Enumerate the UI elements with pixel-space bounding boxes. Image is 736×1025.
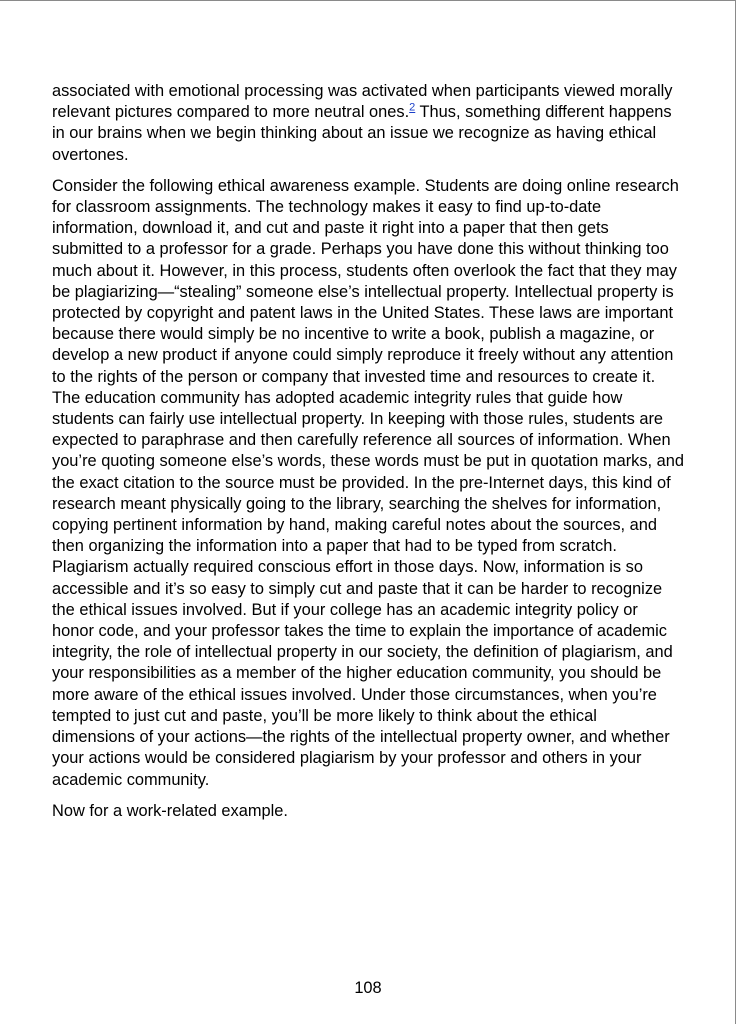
paragraph-text-after-ref: Thus, something different happens in our brains when we begin thinking about an issue we recognize as having ethical overtones. <box>52 103 672 164</box>
page-body <box>52 81 684 832</box>
paragraph-work-related-example: Now for a work-related example. <box>52 801 288 820</box>
page-number: 108 <box>354 979 382 997</box>
paragraph-ethical-awareness-example: Consider the following ethical awareness example. Students are doing online research for classroom assignments. The technology makes it easy to find up-to-date information, download it, and cut and paste it right into a paper that then gets submitted to a professor for a grade. Perhaps you have done this without thinking too much about it. However, in this process, students often overlook the fact that they may be plagiarizing—“stealing” someone else’s intellectual property. Intellectual property is protected by copyright and patent laws in the United States. These laws are important because there would simply be no incentive to write a book, publish a magazine, or develop a new product if anyone could simply reproduce it freely without any attention to the rights of the person or company that invested time and resources to create it. The education community has adopted academic integrity rules that guide how students can fairly use intellectual property. In keeping with those rules, students are expected to paraphrase and then carefully reference all sources of information. When you’re quoting someone else’s words, these words must be put in quotation marks, and the exact citation to the source must be provided. In the pre-Internet days, this kind of research meant physically going to the library, searching the shelves for information, copying pertinent information by hand, making careful notes about the sources, and then organizing the information into a paper that had to be typed from scratch. Plagiarism actually required conscious effort in those days. Now, information is so accessible and it’s so easy to simply cut and paste that it can be harder to recognize the ethical issues involved. But if your college has an academic integrity policy or honor code, and your professor takes the time to explain the importance of academic integrity, the role of intellectual property in our society, the definition of plagiarism, and your responsibilities as a member of the higher education community, you should be more aware of the ethical issues involved. Under those circumstances, when you’re tempted to just cut and paste, you’ll be more likely to think about the ethical dimensions of your actions—the rights of the intellectual property owner, and whether your actions would be considered plagiarism by your professor and others in your academic community. <box>52 176 684 789</box>
paragraph-emotional-processing <box>52 81 684 166</box>
paragraph-text-before-ref: associated with emotional processing was activated when participants viewed morally relevant pictures compared to more neutral ones. <box>52 82 673 122</box>
footnote-ref-link[interactable]: 2 <box>409 101 416 114</box>
